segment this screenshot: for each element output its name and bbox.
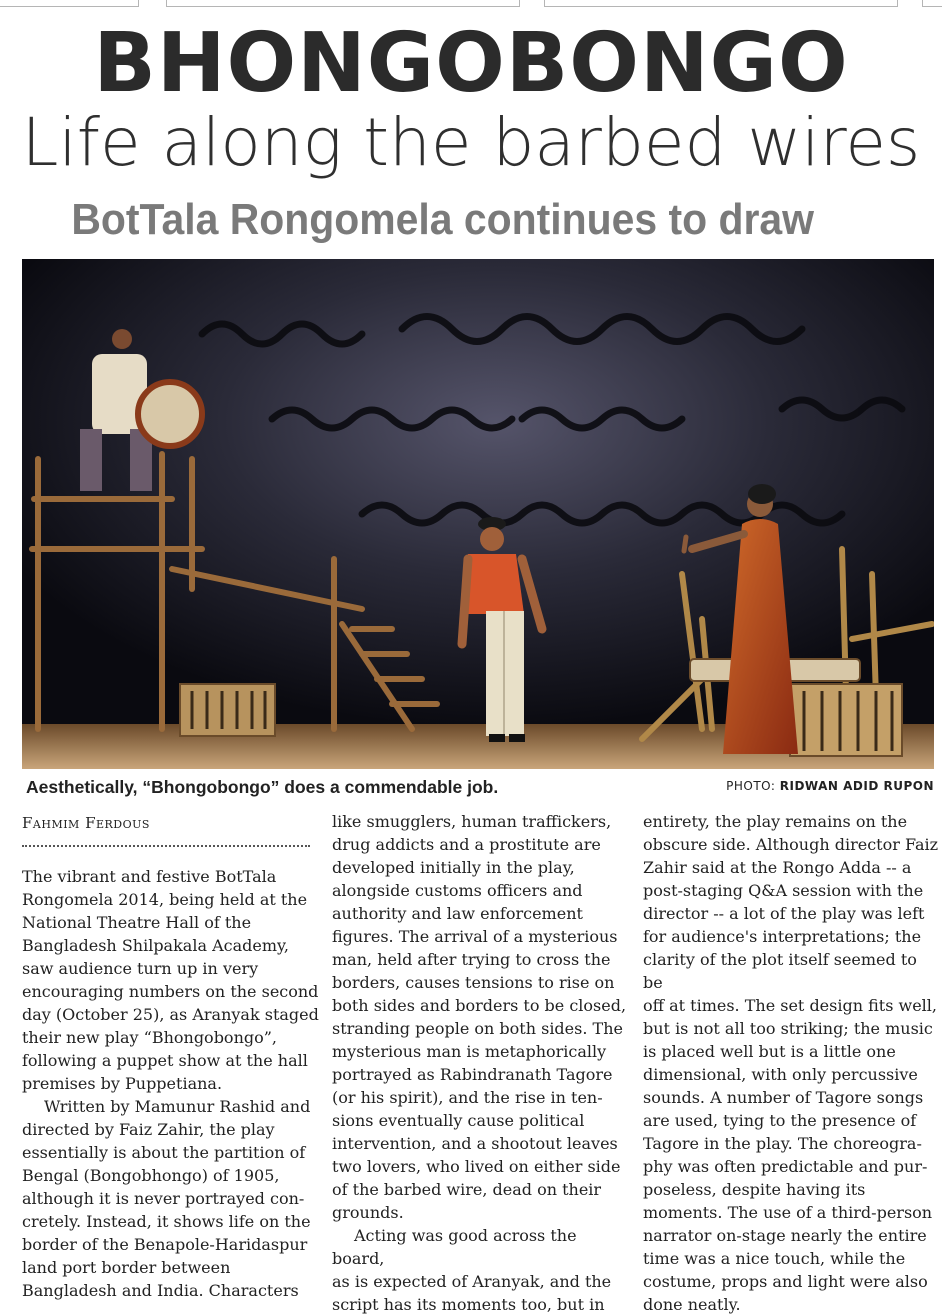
article-column-3 xyxy=(643,810,941,1316)
text-line: clarity of the plot itself seemed to be xyxy=(643,950,917,992)
byline: Fahmim Ferdous xyxy=(22,814,150,832)
text-line: sions eventually cause political xyxy=(332,1111,585,1130)
text-line: National Theatre Hall of the xyxy=(22,913,252,932)
text-line: (or his spirit), and the rise in ten- xyxy=(332,1088,603,1107)
text-line: land port border between xyxy=(22,1258,231,1277)
text-line: portrayed as Rabindranath Tagore xyxy=(332,1065,613,1084)
text-line: Bangladesh and India. Characters xyxy=(22,1281,299,1300)
text-line: is placed well but is a little one xyxy=(643,1042,896,1061)
text-line: for audience's interpretations; the xyxy=(643,927,922,946)
byline-divider xyxy=(22,845,310,847)
text-line: dimensional, with only percussive xyxy=(643,1065,918,1084)
text-line: as is expected of Aranyak, and the xyxy=(332,1272,612,1291)
text-line: Bengal (Bongobhongo) of 1905, xyxy=(22,1166,280,1185)
text-line: moments. The use of a third-person xyxy=(643,1203,933,1222)
photo-credit-label: PHOTO: xyxy=(726,779,776,793)
top-rules xyxy=(0,0,942,8)
deck: BotTala Rongomela continues to draw xyxy=(71,195,815,244)
text-line: premises by Puppetiana. xyxy=(22,1074,223,1093)
subhead: Life along the barbed wires xyxy=(21,104,921,181)
text-line: Tagore in the play. The choreogra- xyxy=(643,1134,922,1153)
text-line: cretely. Instead, it shows life on the xyxy=(22,1212,311,1231)
text-line: Rongomela 2014, being held at the xyxy=(22,890,308,909)
text-line: post-staging Q&A session with the xyxy=(643,881,924,900)
text-line: script has its moments too, but in xyxy=(332,1295,605,1314)
photo-credit xyxy=(726,779,934,793)
text-line: entirety, the play remains on the xyxy=(643,812,908,831)
text-line: director -- a lot of the play was left xyxy=(643,904,925,923)
text-line: two lovers, who lived on either side xyxy=(332,1157,621,1176)
text-line: encouraging numbers on the second xyxy=(22,982,319,1001)
text-line: mysterious man is metaphorically xyxy=(332,1042,607,1061)
text-line: obscure side. Although director Faiz xyxy=(643,835,939,854)
text-line: directed by Faiz Zahir, the play xyxy=(22,1120,275,1139)
text-line: phy was often predictable and pur- xyxy=(643,1157,928,1176)
text-line: alongside customs officers and xyxy=(332,881,583,900)
text-line: Bangladesh Shilpakala Academy, xyxy=(22,936,290,955)
text-line: Written by Mamunur Rashid and xyxy=(44,1097,311,1116)
text-line: The vibrant and festive BotTala xyxy=(22,867,277,886)
photo-caption: Aesthetically, “Bhongobongo” does a commendable job. xyxy=(26,777,499,797)
text-line: off at times. The set design fits well, xyxy=(643,996,937,1015)
text-line: grounds. xyxy=(332,1203,404,1222)
text-line: figures. The arrival of a mysterious xyxy=(332,927,618,946)
text-line: developed initially in the play, xyxy=(332,858,575,877)
text-line: essentially is about the partition of xyxy=(22,1143,306,1162)
text-line: Zahir said at the Rongo Adda -- a xyxy=(643,858,912,877)
text-line: their new play “Bhongobongo”, xyxy=(22,1028,278,1047)
text-line: although it is never portrayed con- xyxy=(22,1189,305,1208)
text-line: sounds. A number of Tagore songs xyxy=(643,1088,924,1107)
text-line: following a puppet show at the hall xyxy=(22,1051,308,1070)
text-line: day (October 25), as Aranyak staged xyxy=(22,1005,319,1024)
text-line: like smugglers, human traffickers, xyxy=(332,812,612,831)
text-line: both sides and borders to be closed, xyxy=(332,996,627,1015)
text-line: costume, props and light were also xyxy=(643,1272,928,1291)
text-line: narrator on-stage nearly the entire xyxy=(643,1226,927,1245)
text-line: saw audience turn up in very xyxy=(22,959,259,978)
text-line: authority and law enforcement xyxy=(332,904,583,923)
stage-photo xyxy=(22,259,934,769)
text-line: intervention, and a shootout leaves xyxy=(332,1134,618,1153)
text-line: of the barbed wire, dead on their xyxy=(332,1180,602,1199)
photo-credit-name: RIDWAN ADID RUPON xyxy=(779,779,934,793)
text-line: man, held after trying to cross the xyxy=(332,950,611,969)
text-line: time was a nice touch, while the xyxy=(643,1249,906,1268)
text-line: borders, causes tensions to rise on xyxy=(332,973,615,992)
text-line: but is not all too striking; the music xyxy=(643,1019,933,1038)
text-line: done neatly. xyxy=(643,1295,741,1314)
text-line: drug addicts and a prostitute are xyxy=(332,835,601,854)
headline: BHONGOBONGO xyxy=(93,16,849,111)
text-line: border of the Benapole-Haridaspur xyxy=(22,1235,308,1254)
text-line: poseless, despite having its xyxy=(643,1180,866,1199)
article-column-1 xyxy=(22,865,322,1302)
text-line: Acting was good across the board, xyxy=(332,1226,577,1268)
text-line: stranding people on both sides. The xyxy=(332,1019,623,1038)
text-line: are used, tying to the presence of xyxy=(643,1111,917,1130)
article-column-2 xyxy=(332,810,632,1316)
